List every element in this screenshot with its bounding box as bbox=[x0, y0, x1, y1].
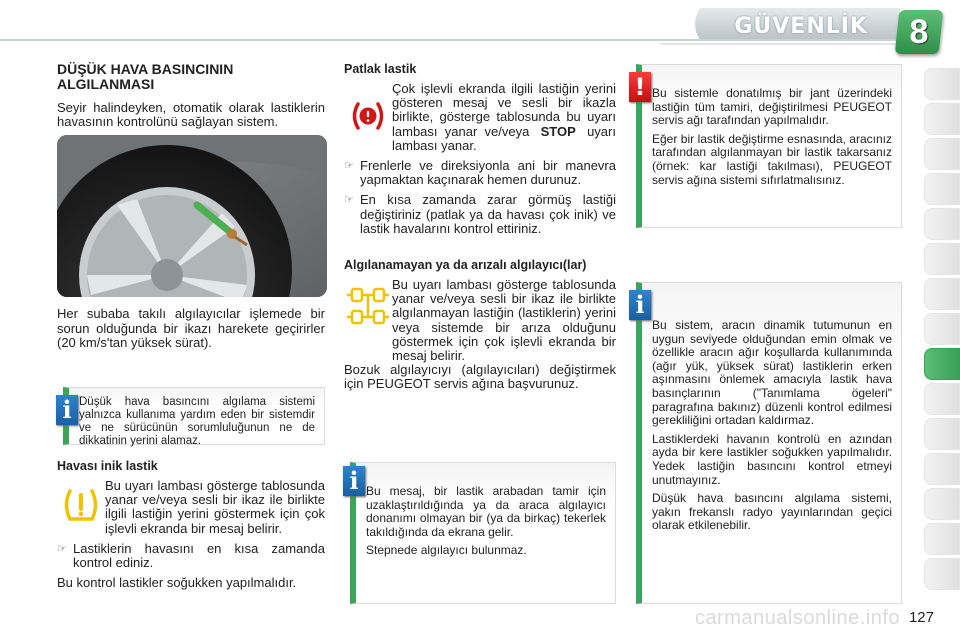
sensor-lamp-text: Bu uyarı lambası gösterge tablosunda yanar ve/veya sesli bir ikaz ile birlikte algılanmayan lastiğin (lastiklerin) yerini veya sistemde bir arıza olduğunu göstermek için çok işlevli ekranda bir mesaj belirir. bbox=[392, 277, 616, 364]
chapter-tab-active[interactable] bbox=[924, 348, 960, 380]
chapter-tab[interactable] bbox=[924, 138, 960, 170]
sensor-service-text: Bozuk algılayıcıyı (algılayıcıları) değiştirmek için PEUGEOT servis ağına başvurunuz. bbox=[344, 362, 616, 392]
deflated-note: Bu kontrol lastikler soğukken yapılmalıdır. bbox=[57, 575, 297, 591]
chapter-tab[interactable] bbox=[924, 278, 960, 310]
tyre-pressure-warning-icon bbox=[61, 485, 101, 525]
flat-tyre-lamp-text: Çok işlevli ekranda ilgili lastiğin yerini gösteren mesaj ve sesli bir ikazla birlikte, gösterge tablosunda bu uyarı lambası yanar ve/veya STOP uyarı lambası yanar. bbox=[392, 81, 616, 153]
chapter-tab[interactable] bbox=[924, 208, 960, 240]
info-box-text: Düşük hava basıncını algılama sistemi, yakın frekanslı radyo yayınlarından geçici olarak etkilenebilir. bbox=[652, 491, 892, 533]
stop-label: STOP bbox=[540, 123, 576, 139]
info-icon: i bbox=[343, 466, 365, 496]
deflated-bullet: ☞ Lastiklerin havasını en kısa zamanda kontrol ediniz. bbox=[57, 540, 325, 571]
pointer-icon: ☞ bbox=[344, 160, 354, 173]
chapter-tab[interactable] bbox=[924, 68, 960, 100]
watermark: carmanualsonline.info bbox=[694, 607, 900, 629]
left-column bbox=[57, 62, 325, 356]
chapter-tab[interactable] bbox=[924, 558, 960, 590]
flat-bullet-2: ☞ En kısa zamanda zarar görmüş lastiği değiştiriniz (patlak ya da havası çok inik) ve lastik havalarını kontrol ettiriniz. bbox=[344, 192, 616, 236]
warning-icon: ! bbox=[629, 72, 651, 102]
warning-box-text: Bu sistemle donatılmış bir jant üzerindeki lastiğin tüm tamiri, değiştirilmesi PEUGEOT servis ağı tarafından yapılmalıdır. bbox=[652, 86, 892, 128]
sensor-description: Her subaba takılı algılayıcılar işlemede bir sorun olduğunda bir ikazı harekete geçirirler (20 km/s'tan yüksek sürat). bbox=[57, 306, 325, 350]
chapter-tab[interactable] bbox=[924, 243, 960, 275]
chapter-tab[interactable] bbox=[924, 453, 960, 485]
sensor-fault-icon bbox=[346, 284, 390, 328]
warning-box-text: Eğer bir lastik değiştirme esnasında, aracınız tarafından algılanmayan bir lastik takarsanız (örnek: kar lastiği takılması), PEUGEOT servis ağına sistemi sıfırlatmalısınız. bbox=[652, 131, 892, 187]
chapter-tab[interactable] bbox=[924, 488, 960, 520]
pointer-icon: ☞ bbox=[344, 194, 354, 207]
chapter-tab[interactable] bbox=[924, 523, 960, 555]
tyre-valve-photo bbox=[57, 135, 327, 297]
info-box-text: Bu sistem, aracın dinamik tutumunun en uygun seviyede olduğundan emin olmak ve özellikle aracın ağır koşullarda kullanımında (ağır yük, yüksek sürat) lastiklerin erken aşınmasını önlemek amacıyla lastik hava basınçlarının ("Tanımlama ögeleri" paragrafına bakınız) düzenli kontrol edilmesi gerekliliğini ortadan kaldırmaz. bbox=[652, 318, 892, 428]
sensor-fault-heading: Algılanamayan ya da arızalı algılayıcı(lar) bbox=[344, 258, 587, 273]
info-box-text: Lastiklerdeki havanın kontrolü en azından ayda bir kere lastikler soğukken yapılmalıdır. Yedek lastiğin basıncını kontrol etmeyi unutmayınız. bbox=[652, 431, 892, 487]
flat-tyre-heading: Patlak lastik bbox=[344, 62, 417, 76]
pointer-icon: ☞ bbox=[57, 542, 67, 555]
section-heading: DÜŞÜK HAVA BASINCININ ALGILANMASI bbox=[57, 61, 234, 92]
sensor-lamp-row bbox=[344, 278, 616, 363]
info-box-spare-wheel bbox=[350, 462, 616, 604]
page-number: 127 bbox=[908, 609, 934, 626]
flat-bullet-1: ☞ Frenlerle ve direksiyonla ani bir manevra yapmaktan kaçınarak hemen durunuz. bbox=[344, 158, 616, 188]
deflated-section bbox=[57, 459, 325, 596]
info-box-text: Düşük hava basıncını algılama sistemi yalnızca kullanıma yardım eden bir sistemdir ve ne sürücünün sorumluluğunun ne de dikkatinin yerini alamaz. bbox=[79, 396, 315, 447]
info-box-text: Bu mesaj, bir lastik arabadan tamir için uzaklaştırıldığında ya da araca algılayıcı donanımı olmayan bir (ya da birkaç) tekerlek takıldığında da ekrana gelir. bbox=[366, 484, 606, 539]
deflated-lamp-text: Bu uyarı lambası gösterge tablosunda yanar ve/veya sesli bir ikaz ile birlikte ilgili lastiğin yerini göstermek için çok işlevli ekranda bir mesaj belirir. bbox=[105, 478, 325, 536]
chapter-tabs bbox=[924, 68, 960, 593]
chapter-tab[interactable] bbox=[924, 313, 960, 345]
flat-tyre-lamp-row bbox=[344, 82, 616, 153]
deflated-heading: Havası inik lastik bbox=[57, 459, 158, 473]
middle-column bbox=[344, 62, 616, 398]
chapter-number: 8 bbox=[909, 13, 929, 51]
info-icon: i bbox=[629, 290, 651, 320]
chapter-tab[interactable] bbox=[924, 103, 960, 135]
intro-text: Seyir halindeyken, otomatik olarak lastiklerin havasının kontrolünü sağlayan sistem. bbox=[57, 100, 325, 130]
chapter-badge bbox=[895, 10, 944, 54]
chapter-tab[interactable] bbox=[924, 418, 960, 450]
chapter-tab[interactable] bbox=[924, 383, 960, 415]
warning-box-tyre-repair bbox=[636, 64, 902, 228]
info-box-driver-responsibility bbox=[63, 387, 325, 445]
chapter-tab[interactable] bbox=[924, 173, 960, 205]
info-box-pressure-check bbox=[636, 282, 902, 604]
info-icon: i bbox=[56, 395, 78, 425]
section-title: GÜVENLİK bbox=[734, 14, 868, 39]
deflated-lamp-row bbox=[57, 479, 325, 536]
stop-warning-icon bbox=[348, 96, 388, 136]
info-box-text: Stepnede algılayıcı bulunmaz. bbox=[366, 543, 527, 558]
